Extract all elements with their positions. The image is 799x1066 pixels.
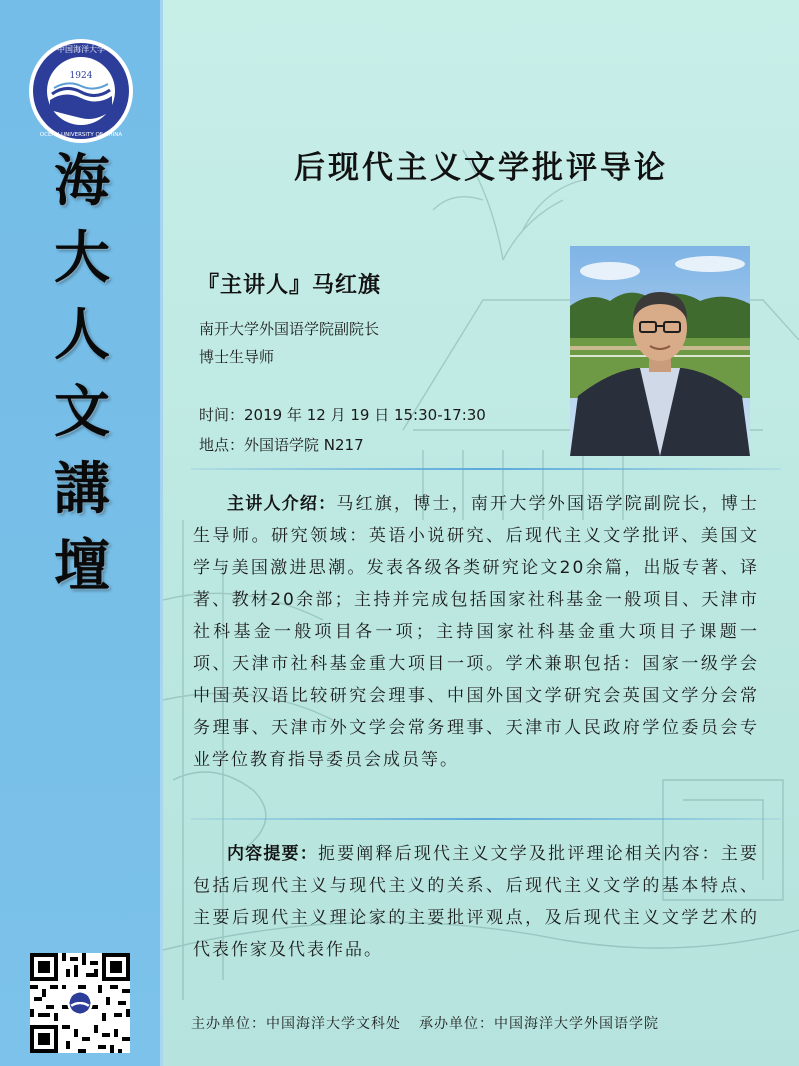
- summary-text: 扼要阐释后现代主义文学及批评理论相关内容：主要包括后现代主义与现代主义的关系、后现代主义文学的基本特点、主要后现代主义理论家的主要批评观点，及后现代主义文学艺术的代表作家及代表作品。: [193, 844, 760, 960]
- sidebar: [0, 0, 163, 1066]
- university-logo: [28, 38, 134, 144]
- footer: [191, 1013, 659, 1033]
- svg-text:OCEAN UNIVERSITY OF CHINA: OCEAN UNIVERSITY OF CHINA: [39, 132, 123, 138]
- content-summary: [193, 838, 759, 966]
- time-label: 时间：: [199, 406, 245, 424]
- speaker-photo: [570, 246, 750, 456]
- speaker-position: 南开大学外国语学院副院长: [199, 320, 380, 338]
- section-divider: [191, 468, 781, 470]
- summary-label: 内容提要：: [227, 844, 318, 864]
- time-value: 2019 年 12 月 19 日 15:30-17:30: [244, 406, 486, 424]
- intro-text: 马红旗，博士，南开大学外国语学院副院长，博士生导师。研究领域：英语小说研究、后现代主义文学批评、美国文学与美国激进思潮。发表各级各类研究论文20余篇，出版专著、译著、教材20余部；主持并完成包括国家社科基金一般项目、天津市社科基金一般项目各一项；主持国家社科基金重大项目子课题一项、天津市社科基金重大项目一项。学术兼职包括：国家一级学会中国英汉语比较研究会理事、中国外国文学研究会英国文学分会常务理事、天津市外文学会常务理事、天津市人民政府学位委员会专业学位教育指导委员会成员等。: [193, 494, 760, 770]
- series-title-char: 大: [54, 225, 110, 291]
- intro-label: 主讲人介绍：: [227, 494, 337, 514]
- section-divider: [191, 818, 781, 820]
- speaker-heading: [197, 268, 381, 299]
- organizer-unit: 承办单位：中国海洋大学外国语学院: [419, 1016, 659, 1032]
- host-unit: 主办单位：中国海洋大学文科处: [191, 1016, 401, 1032]
- svg-text:中国海洋大学: 中国海洋大学: [57, 45, 105, 54]
- svg-text:1924: 1924: [69, 71, 93, 81]
- speaker-name: 马红旗: [312, 273, 382, 298]
- series-title-char: 壇: [54, 533, 110, 599]
- series-title-char: 海: [54, 148, 110, 214]
- event-time: [199, 404, 486, 425]
- place-label: 地点：: [199, 436, 245, 454]
- main-panel: [163, 0, 799, 1066]
- speaker-role: 博士生导师: [199, 348, 275, 366]
- series-title-char: 講: [54, 456, 110, 522]
- event-title: 后现代主义文学批评导论: [294, 150, 668, 186]
- speaker-heading-prefix: 『主讲人』: [197, 273, 313, 298]
- place-value: 外国语学院 N217: [244, 436, 364, 454]
- series-title-char: 文: [54, 379, 110, 445]
- event-place: [199, 434, 364, 455]
- series-title-char: 人: [54, 302, 110, 368]
- qr-code[interactable]: [30, 953, 130, 1053]
- speaker-introduction: [193, 488, 759, 776]
